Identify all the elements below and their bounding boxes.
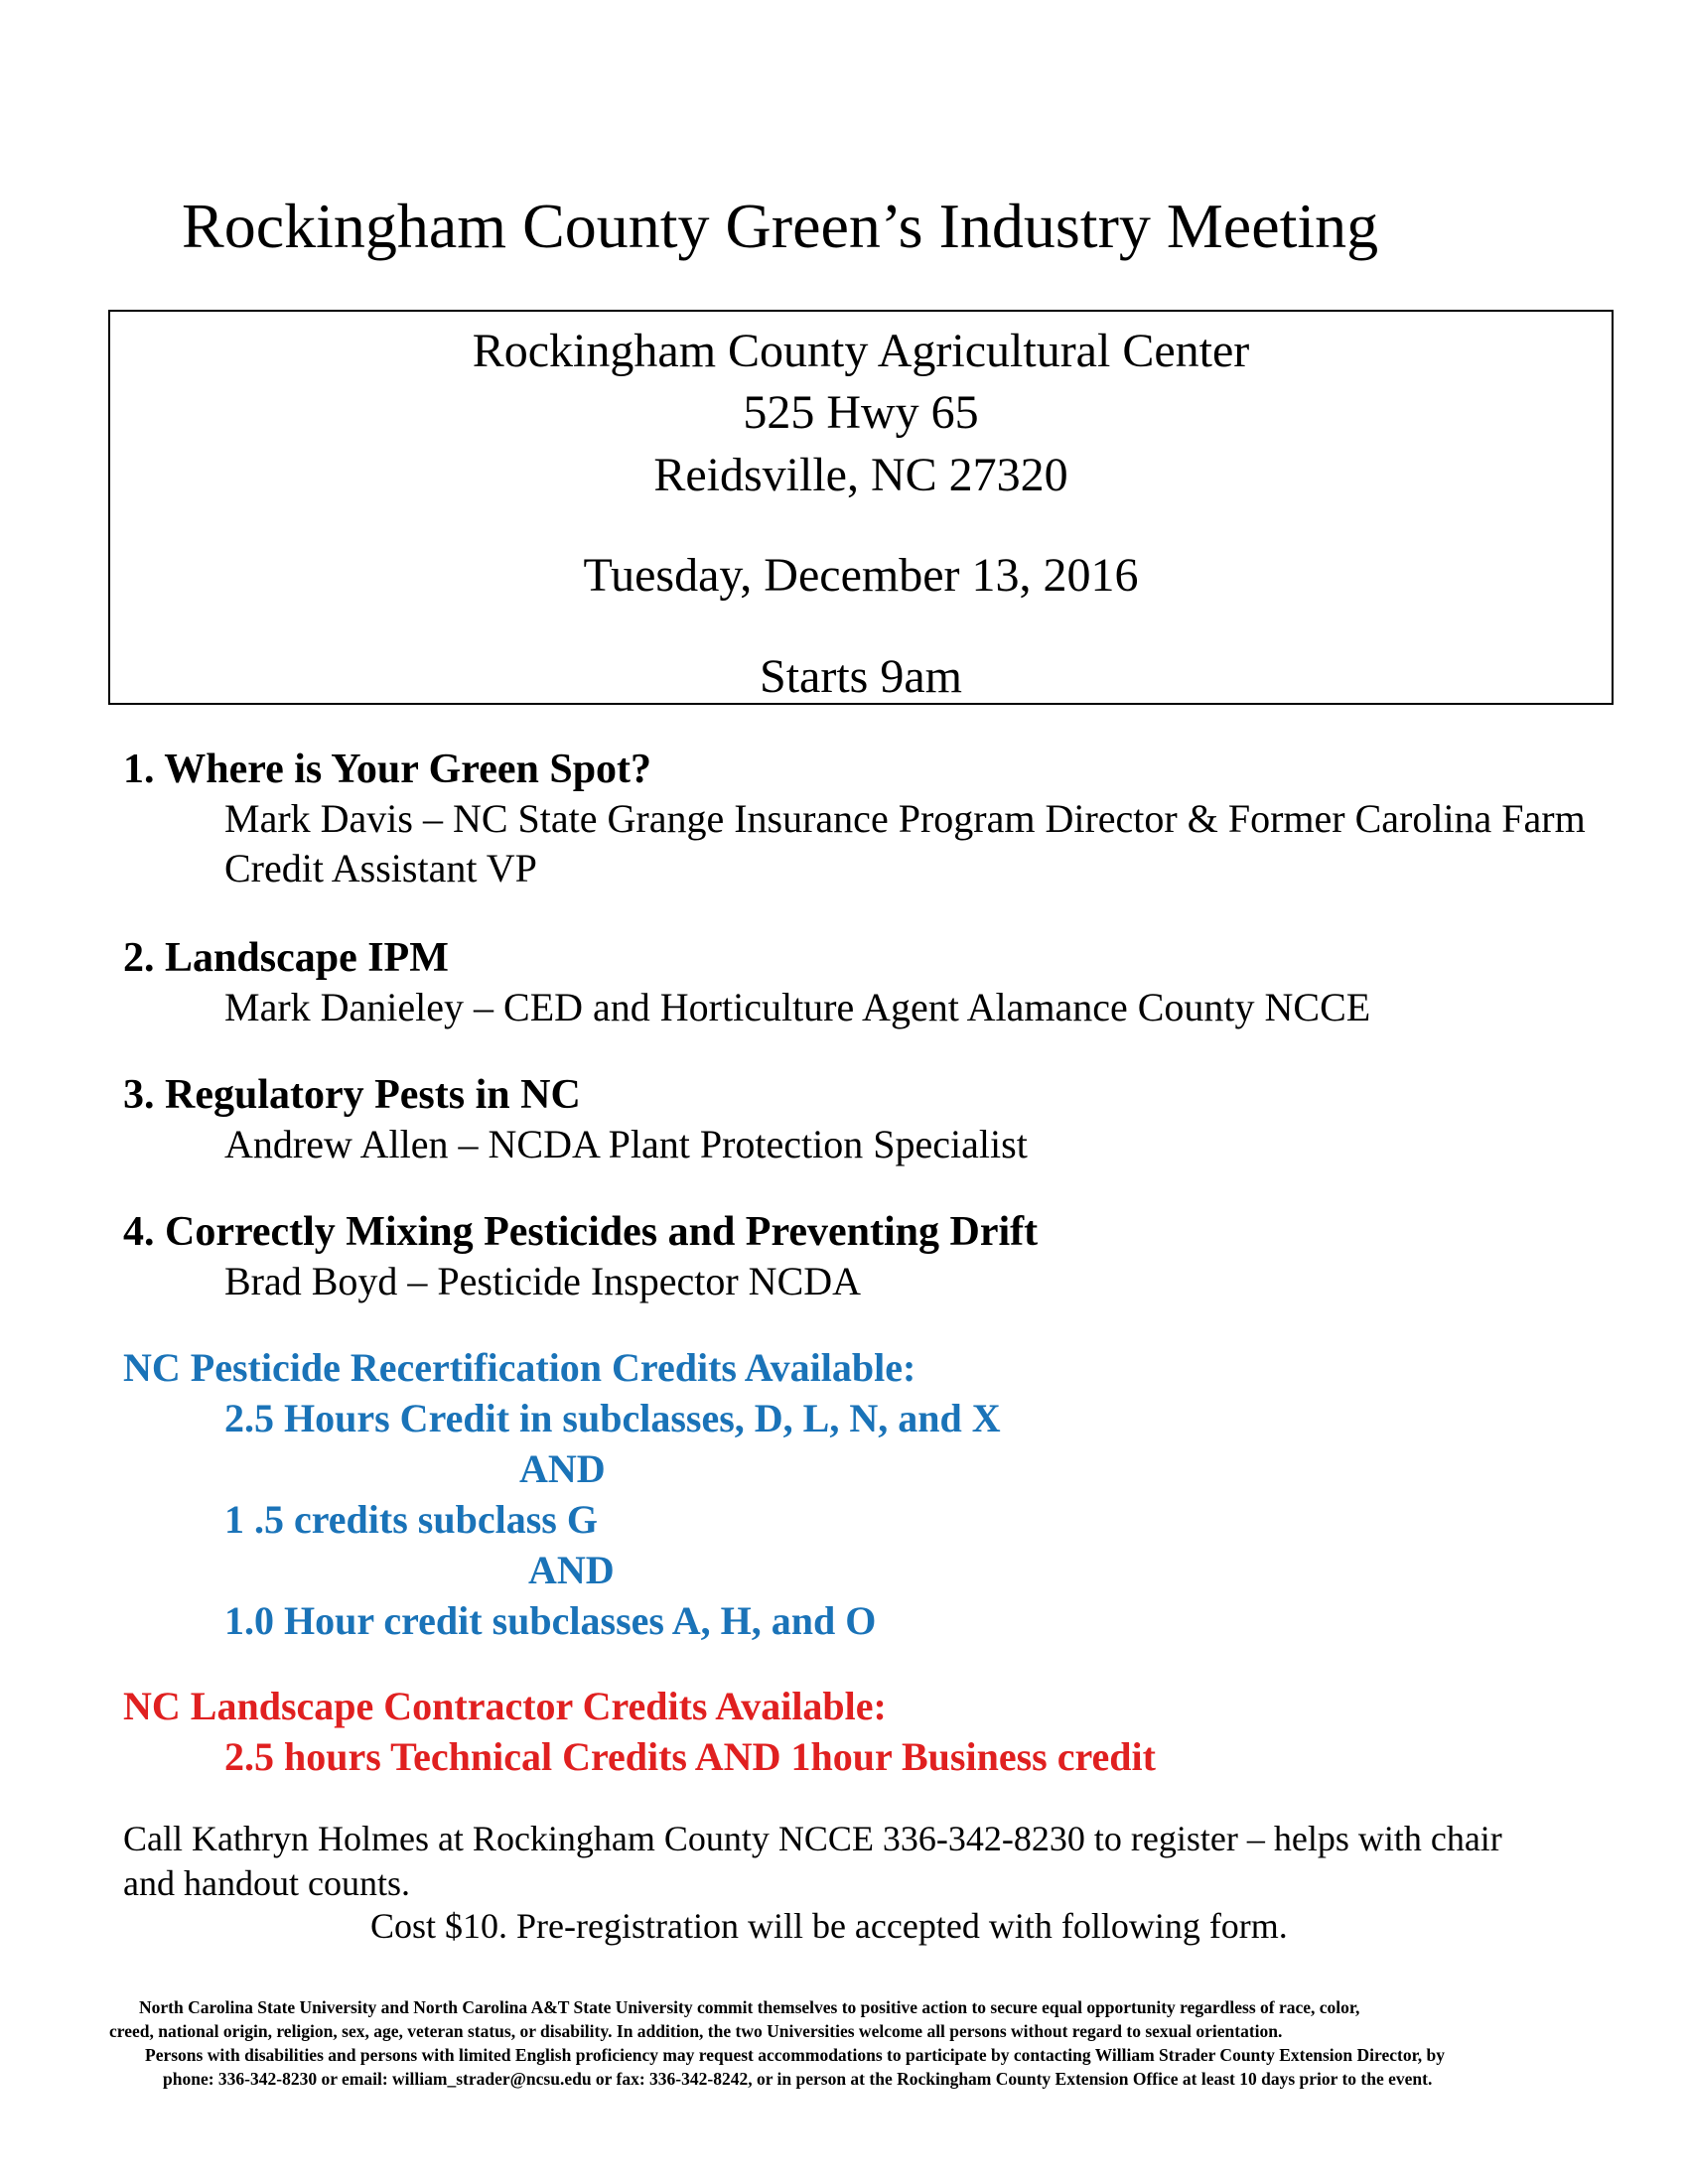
pesticide-credit-line: 1.0 Hour credit subclasses A, H, and O	[224, 1598, 877, 1643]
pesticide-credit-and: AND	[519, 1446, 606, 1491]
pesticide-credits-section	[123, 1342, 1001, 1646]
agenda-speaker: Mark Davis – NC State Grange Insurance Program Director & Former Carolina Farm Credit Assistant VP	[224, 796, 1586, 890]
cost-note: Cost $10. Pre-registration will be accepted with following form.	[370, 1906, 1288, 1946]
pesticide-credit-and: AND	[528, 1548, 615, 1592]
agenda-speaker: Mark Danieley – CED and Horticulture Agent Alamance County NCCE	[224, 985, 1371, 1029]
agenda-item-3	[123, 1070, 1028, 1169]
agenda-title: 3. Regulatory Pests in NC	[123, 1072, 581, 1118]
agenda-item-1	[123, 745, 1595, 893]
equal-opportunity-footer	[109, 1995, 1618, 2091]
venue-box	[108, 310, 1614, 705]
venue-street: 525 Hwy 65	[743, 386, 979, 439]
page-title: Rockingham County Green’s Industry Meeting	[182, 191, 1379, 261]
agenda-item-4	[123, 1207, 1038, 1306]
agenda-speaker: Andrew Allen – NCDA Plant Protection Specialist	[224, 1122, 1028, 1166]
event-start-time: Starts 9am	[760, 650, 962, 703]
landscape-credit-line: 2.5 hours Technical Credits AND 1hour Business credit	[224, 1734, 1156, 1779]
footer-line: Persons with disabilities and persons with limited English proficiency may request accommodations to participate by contacting William Strader County Extension Director, by	[145, 2045, 1445, 2065]
venue-city: Reidsville, NC 27320	[653, 449, 1068, 501]
footer-line: North Carolina State University and North Carolina A&T State University commit themselves to positive action to secure equal opportunity regardless of race, color,	[139, 1997, 1360, 2017]
pesticide-credits-heading: NC Pesticide Recertification Credits Available:	[123, 1345, 916, 1390]
landscape-credits-section	[123, 1681, 1156, 1782]
venue-name: Rockingham County Agricultural Center	[472, 325, 1250, 377]
agenda-speaker: Brad Boyd – Pesticide Inspector NCDA	[224, 1259, 862, 1303]
agenda-title: 1. Where is Your Green Spot?	[123, 747, 652, 792]
landscape-credits-heading: NC Landscape Contractor Credits Available:	[123, 1684, 887, 1728]
agenda-title: 4. Correctly Mixing Pesticides and Preventing Drift	[123, 1209, 1039, 1255]
footer-line: creed, national origin, religion, sex, age, veteran status, or disability. In addition, the two Universities welcome all persons without regard to sexual orientation.	[109, 2021, 1283, 2041]
pesticide-credit-line: 1 .5 credits subclass G	[224, 1497, 598, 1542]
event-date: Tuesday, December 13, 2016	[583, 549, 1139, 602]
agenda-item-2	[123, 933, 1370, 1032]
pesticide-credit-line: 2.5 Hours Credit in subclasses, D, L, N, and X	[224, 1396, 1001, 1440]
registration-note: Call Kathryn Holmes at Rockingham County NCCE 336-342-8230 to register – helps with chair and handout counts.	[123, 1819, 1502, 1903]
agenda-title: 2. Landscape IPM	[123, 935, 449, 981]
footer-line: phone: 336-342-8230 or email: william_strader@ncsu.edu or fax: 336-342-8242, or in person at the Rockingham County Extension Office at least 10 days prior to the event.	[163, 2069, 1433, 2089]
